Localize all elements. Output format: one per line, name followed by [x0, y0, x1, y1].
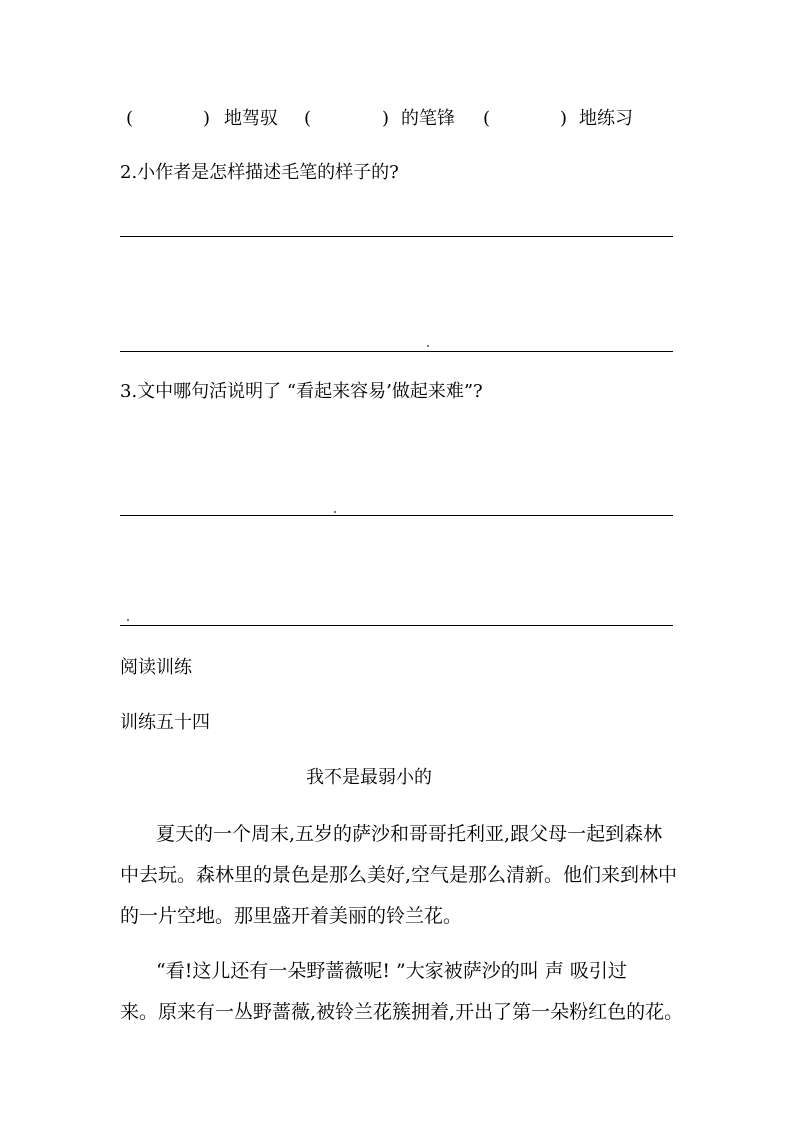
paragraph-2-line-2: 来。原来有一丛野蔷薇,被铃兰花簇拥着,开出了第一朵粉红色的花。 — [120, 1001, 684, 1023]
blank-3-open-paren: ( — [483, 108, 491, 129]
answer-line — [120, 351, 673, 352]
question-2: 2.小作者是怎样描述毛笔的样子的? — [120, 162, 399, 183]
section-heading: 阅读训练 — [120, 657, 192, 678]
paragraph-1-line-3: 的一片空地。那里盛开着美丽的铃兰花。 — [120, 905, 463, 927]
question-3: 3.文中哪句活说明了 “看起来容易’做起来难”? — [120, 381, 483, 402]
blank-1-open-paren: ( — [126, 108, 134, 129]
blank-2-word: 的笔锋 — [401, 108, 455, 129]
blank-3-word: 地练习 — [579, 108, 633, 129]
stray-mark — [334, 511, 336, 513]
answer-line — [120, 515, 673, 516]
stray-mark — [427, 345, 429, 347]
exercise-heading: 训练五十四 — [120, 712, 210, 733]
blank-2-close-paren: ) — [382, 108, 390, 129]
paragraph-2-line-1: “看!这儿还有一朵野蔷薇呢! ”大家被萨沙的叫 声 吸引过 — [156, 960, 627, 982]
blank-2-open-paren: ( — [304, 108, 312, 129]
answer-line — [120, 236, 673, 237]
blank-1-word: 地驾驭 — [224, 108, 278, 129]
paragraph-1-line-1: 夏天的一个周末,五岁的萨沙和哥哥托利亚,跟父母一起到森林 — [156, 823, 663, 845]
stray-mark — [127, 619, 129, 621]
article-title: 我不是最弱小的 — [306, 767, 432, 788]
paragraph-1-line-2: 中去玩。森林里的景色是那么美好,空气是那么清新。他们来到林中 — [120, 864, 678, 886]
blank-1-close-paren: ) — [203, 108, 211, 129]
answer-line — [120, 625, 673, 626]
blank-3-close-paren: ) — [560, 108, 568, 129]
